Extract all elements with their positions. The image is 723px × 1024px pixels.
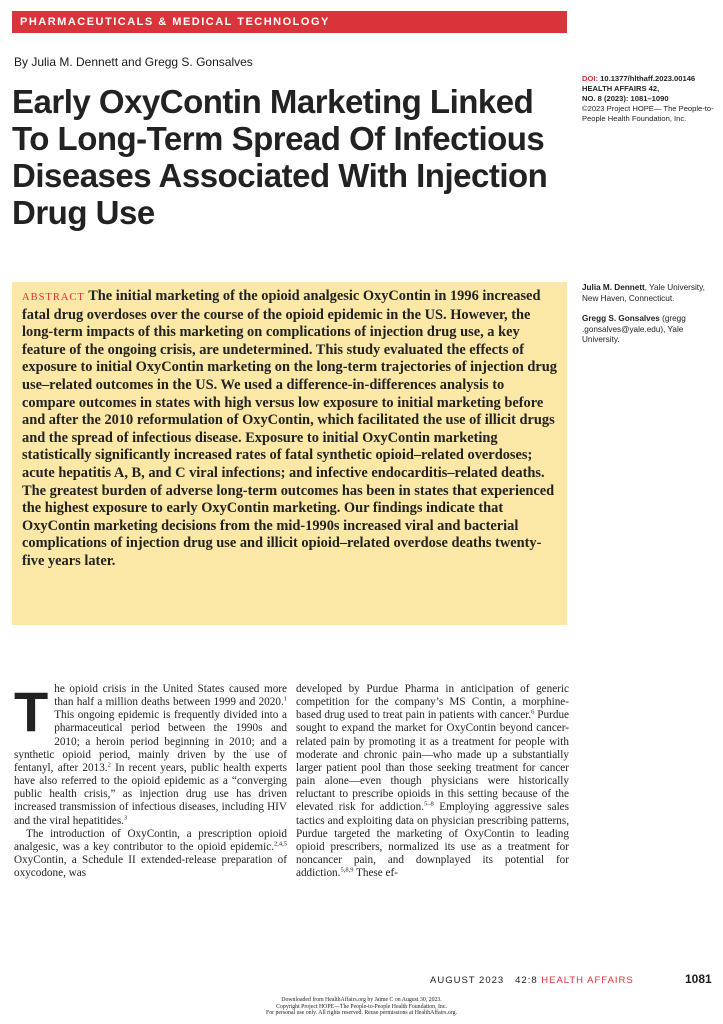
author-name: Julia M. Dennett [582, 283, 645, 292]
download-notice [0, 997, 723, 1017]
copyright-notice: ©2023 Project HOPE— The People-to-People Health Foundation, Inc. [582, 104, 714, 123]
abstract-box [12, 282, 567, 625]
body-text: developed by Purdue Pharma in anticipation of generic competition for the company’s MS Contin, a morphine-based drug used to treat pain in patients with cancer. [296, 683, 569, 722]
doi-link[interactable]: 10.1377/hlthaff.2023.00146 [600, 74, 696, 83]
citation[interactable]: 3 [123, 813, 128, 821]
footer-issue: 42:8 [515, 975, 538, 986]
citation[interactable]: 1 [283, 695, 287, 703]
body-text: he opioid crisis in the United States caused more than half a million deaths between 1999 and 2020. [54, 683, 287, 709]
citation[interactable]: 2,4,5 [274, 840, 287, 848]
journal-volume: HEALTH AFFAIRS 42, [582, 84, 660, 93]
citation[interactable]: 2 [107, 761, 111, 769]
body-text: The introduction of OxyContin, a prescription opioid analgesic, was a key contributor to the opioid epidemic. [14, 827, 287, 853]
body-paragraph [14, 680, 287, 828]
body-text: Purdue sought to expand the market for OxyContin beyond cancer-related pain by promoting it as a treatment for people with moderate and chronic pain—who made up a substantially larger patient pool than those seeking treatment for cancer pain alone—even though physicians were historically reluctant to prescribe opioids in this setting because of the elevated risk for addiction. [296, 709, 569, 814]
abstract-label: ABSTRACT [22, 292, 85, 303]
body-paragraph [296, 683, 569, 880]
body-paragraph [14, 828, 287, 881]
journal-pages: NO. 8 (2023): 1081–1090 [582, 94, 669, 103]
footer-date: AUGUST 2023 [430, 975, 505, 986]
author-affiliation: (gregg .gonsalves@yale.edu), Yale University. [582, 314, 686, 344]
body-text: In recent years, public health experts have also referred to the opioid epidemic as a “converging public health crisis,” as injection drug use has driven increased transmission of infectious diseases, including HIV and the viral hepatitides. [14, 761, 287, 827]
doi-label: DOI: [582, 74, 599, 83]
download-line: Downloaded from HealthAffairs.org by Jaime C on August 30, 2023. [281, 997, 442, 1003]
download-line: Copyright Project HOPE—The People-to-People Health Foundation, Inc. [276, 1003, 447, 1010]
body-text: OxyContin, a Schedule II extended-release preparation of oxycodone, was [14, 854, 287, 880]
body-column-left [14, 680, 287, 880]
page-footer [430, 975, 634, 986]
article-title: Early OxyContin Marketing Linked To Long-Term Spread Of Infectious Diseases Associated With Injection Drug Use [12, 83, 548, 231]
section-banner: PHARMACEUTICALS & MEDICAL TECHNOLOGY [12, 11, 567, 33]
citation[interactable]: 5,8,9 [340, 866, 354, 874]
body-text: These ef- [353, 867, 398, 880]
page-number: 1081 [685, 972, 712, 986]
footer-journal: HEALTH AFFAIRS [541, 975, 634, 986]
body-text: This ongoing epidemic is frequently divided into a pharmaceutical period between the 1990s and 2010; a heroin period beginning in 2010; and a synthetic opioid period, mainly driven by the use of fentanyl, after 2013. [14, 709, 287, 774]
citation[interactable]: 5–8 [424, 800, 434, 808]
body-column-right [296, 683, 569, 880]
author-affiliations [582, 283, 717, 356]
download-line: For personal use only. All rights reserved. Reuse permissions at HealthAffairs.org. [266, 1010, 457, 1017]
author-entry [582, 283, 717, 304]
drop-cap: T [14, 680, 49, 743]
author-affiliation: , Yale University, New Haven, Connecticut. [582, 283, 705, 303]
body-text: Employing aggressive sales tactics and exploiting data on physician prescribing patterns, Purdue targeted the marketing of OxyContin to leading opioid prescribers, normalized its use as a treatment for noncancer pain, and downplayed its potential for addiction. [296, 801, 569, 880]
author-name: Gregg S. Gonsalves [582, 314, 660, 323]
abstract-text: The initial marketing of the opioid analgesic OxyContin in 1996 increased fatal drug overdoses over the course of the opioid epidemic in the US. However, the long-term impacts of this marketing on complications of injection drug use, a key feature of the ongoing crisis, are undetermined. This study evaluated the effects of exposure to initial OxyContin marketing on the long-term trajectories of injection drug use–related outcomes in the US. We used a difference-in-differences analysis to compare outcomes in states with high versus low exposure to initial marketing before and after the 2010 reformulation of OxyContin, which facilitated the use of illicit drugs and the spread of infectious disease. Exposure to initial OxyContin marketing statistically significantly increased rates of fatal synthetic opioid–related overdoses; acute hepatitis A, B, and C viral infections; and infective endocarditis–related deaths. The greatest burden of adverse long-term outcomes has been in states that experienced the highest exposure to early OxyContin marketing. Our findings indicate that OxyContin marketing decisions from the mid-1990s increased viral and bacterial complications of injection drug use and illicit opioid–related overdose deaths twenty-five years later. [22, 288, 557, 569]
author-entry [582, 314, 717, 346]
byline: By Julia M. Dennett and Gregg S. Gonsalves [14, 55, 253, 69]
citation[interactable]: 6 [531, 708, 535, 716]
article-meta [582, 74, 717, 124]
